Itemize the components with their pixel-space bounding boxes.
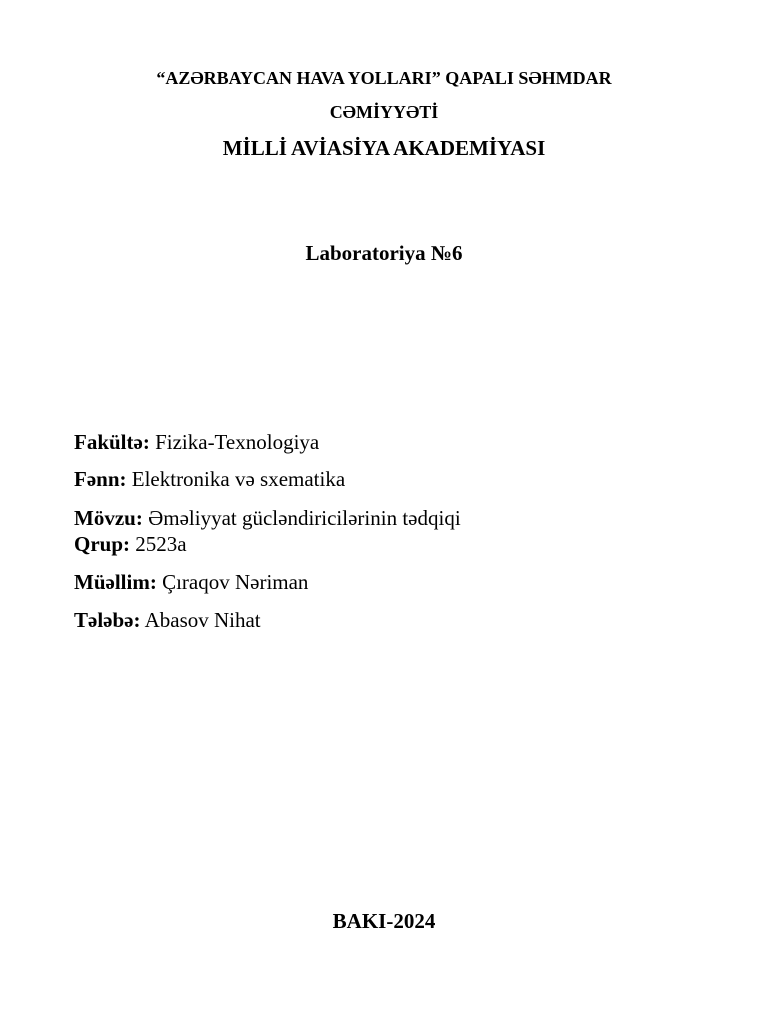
faculty-value: Fizika-Texnologiya [155, 430, 320, 454]
topic-field [74, 506, 461, 531]
subject-field [74, 467, 345, 492]
teacher-label: Müəllim: [74, 570, 157, 594]
topic-label: Mövzu: [74, 506, 143, 530]
student-field [74, 608, 261, 633]
group-field [74, 532, 187, 557]
student-label: Tələbə: [74, 608, 141, 632]
subject-label: Fənn: [74, 467, 127, 491]
faculty-label: Fakültə: [74, 430, 150, 454]
group-label: Qrup: [74, 532, 131, 556]
teacher-field [74, 570, 308, 595]
teacher-value: Çıraqov Nəriman [162, 570, 309, 594]
topic-value: Əməliyyat gücləndiricilərinin tədqiqi [148, 506, 461, 530]
faculty-field [74, 430, 319, 455]
academy-name: MİLLİ AVİASİYA AKADEMİYASI [222, 136, 546, 160]
organization-name-line2: CƏMİYYƏTİ [329, 102, 439, 122]
lab-title: Laboratoriya №6 [305, 241, 463, 265]
group-value: 2523a [135, 532, 187, 556]
organization-name-line1: “AZƏRBAYCAN HAVA YOLLARI” QAPALI SƏHMDAR [156, 68, 612, 88]
student-value: Abasov Nihat [144, 608, 261, 632]
footer-city-year: BAKI-2024 [332, 909, 436, 933]
subject-value: Elektronika və sxematika [131, 467, 346, 491]
